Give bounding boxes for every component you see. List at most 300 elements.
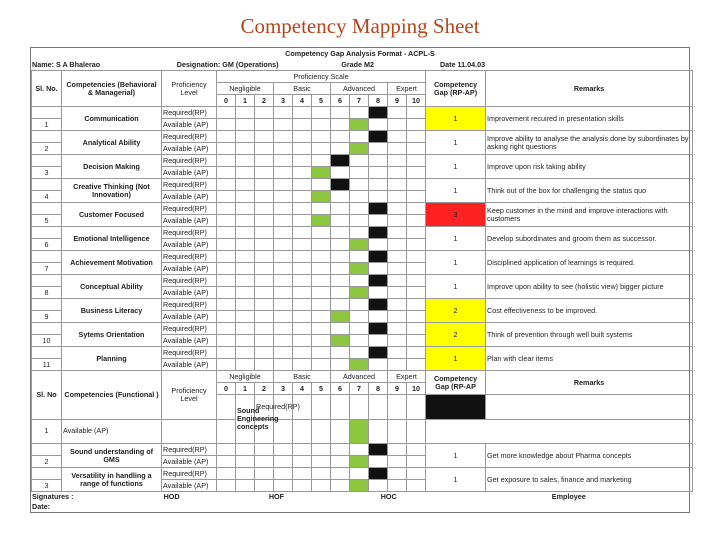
competency-name: Sound understanding of GMS (62, 444, 162, 468)
scale-cell (255, 468, 274, 480)
remarks-text: Cost effectiveness to be improved. (486, 299, 693, 323)
scale-cell (236, 311, 255, 323)
employee-name: Name: S A Bhalerao (32, 59, 101, 69)
scale-cell (236, 335, 255, 347)
sl-number-top (32, 251, 62, 263)
sl-number-top (32, 299, 62, 311)
scale-cell (388, 119, 407, 131)
scale-cell (350, 444, 369, 456)
scale-cell (369, 287, 388, 299)
required-row (32, 227, 693, 239)
scale-cell (407, 119, 426, 131)
scale-cell (255, 359, 274, 371)
scale-cell (350, 239, 369, 251)
page-title: Competency Mapping Sheet (240, 14, 480, 38)
scale-cell (369, 480, 388, 492)
scale-cell (407, 468, 426, 480)
scale-cell (388, 468, 407, 480)
scale-cell (388, 419, 407, 444)
scale-cell (293, 191, 312, 203)
scale-cell (236, 299, 255, 311)
scale-cell (217, 191, 236, 203)
scale-number: 3 (274, 383, 293, 395)
sl-number-top (32, 179, 62, 191)
scale-cell (312, 275, 331, 287)
scale-cell (312, 227, 331, 239)
level-label: Basic (274, 83, 331, 95)
scale-cell (255, 323, 274, 335)
scale-cell (274, 107, 293, 119)
scale-cell (331, 179, 350, 191)
scale-cell (236, 263, 255, 275)
scale-cell (217, 119, 236, 131)
scale-cell (407, 395, 426, 420)
scale-cell (255, 480, 274, 492)
scale-cell (407, 227, 426, 239)
scale-cell (350, 179, 369, 191)
scale-number: 1 (236, 383, 255, 395)
competency-name: Analytical Ability (62, 131, 162, 155)
required-row (32, 251, 693, 263)
gap-value: 1 (426, 131, 486, 155)
scale-cell (312, 215, 331, 227)
scale-cell (407, 456, 426, 468)
competency-name: Customer Focused (62, 203, 162, 227)
scale-cell (388, 335, 407, 347)
scale-cell (255, 287, 274, 299)
scale-cell (407, 263, 426, 275)
scale-number: 10 (407, 95, 426, 107)
signature-employee: Employee (551, 492, 586, 501)
scale-cell (312, 335, 331, 347)
scale-cell (350, 419, 369, 444)
required-row (32, 155, 693, 167)
gap-value: 2 (426, 299, 486, 323)
scale-cell (388, 444, 407, 456)
scale-cell (236, 155, 255, 167)
sl-number: 10 (32, 335, 62, 347)
scale-number: 8 (369, 383, 388, 395)
scale-cell (236, 203, 255, 215)
scale-cell (350, 227, 369, 239)
scale-cell (407, 275, 426, 287)
sl-header: Sl. No. (32, 71, 62, 107)
gap-value: 1 (426, 347, 486, 371)
scale-cell (331, 155, 350, 167)
scale-cell (255, 275, 274, 287)
date-label: Date: (32, 502, 50, 511)
scale-cell (350, 323, 369, 335)
available-label: Available (AP) (162, 143, 217, 155)
required-label: Required(RP) (162, 179, 217, 191)
scale-cell (331, 311, 350, 323)
required-row (32, 444, 693, 456)
scale-cell (388, 107, 407, 119)
sl-number: 9 (32, 311, 62, 323)
gap-header: Competency Gap (RP-AP) (426, 71, 486, 107)
scale-cell (274, 131, 293, 143)
scale-cell (407, 155, 426, 167)
competency-name: Communication (62, 107, 162, 131)
scale-cell (388, 227, 407, 239)
required-row (32, 347, 693, 359)
scale-cell (236, 323, 255, 335)
scale-cell (312, 456, 331, 468)
scale-cell (312, 107, 331, 119)
scale-cell (293, 468, 312, 480)
scale-cell (312, 311, 331, 323)
scale-cell (217, 359, 236, 371)
scale-cell (331, 203, 350, 215)
scale-cell (388, 167, 407, 179)
scale-cell (388, 395, 407, 420)
scale-cell (274, 167, 293, 179)
level-label: Advanced (331, 371, 388, 383)
scale-cell (350, 275, 369, 287)
level-label: Basic (274, 371, 331, 383)
scale-cell (312, 251, 331, 263)
scale-cell (293, 299, 312, 311)
scale-cell (331, 335, 350, 347)
scale-cell (312, 155, 331, 167)
available-label: Available (AP) (162, 263, 217, 275)
employee-grade: Grade M2 (341, 59, 375, 69)
scale-cell (369, 227, 388, 239)
scale-cell (236, 167, 255, 179)
scale-cell (312, 444, 331, 456)
scale-cell (274, 444, 293, 456)
scale-cell (350, 335, 369, 347)
sl-number-top (32, 275, 62, 287)
available-row (32, 419, 693, 444)
scale-cell (388, 131, 407, 143)
scale-cell (407, 335, 426, 347)
scale-cell (388, 263, 407, 275)
scale-cell (369, 468, 388, 480)
competency-name: Planning (62, 347, 162, 371)
scale-cell (350, 215, 369, 227)
employee-info (31, 59, 689, 70)
scale-cell (350, 131, 369, 143)
sheet-date: Date 11.04.03 (439, 59, 486, 69)
scale-cell (312, 179, 331, 191)
scale-number: 9 (388, 383, 407, 395)
scale-cell (255, 155, 274, 167)
scale-cell (217, 239, 236, 251)
scale-cell (255, 203, 274, 215)
scale-cell (236, 468, 255, 480)
scale-cell (426, 395, 486, 420)
required-label: Required(RP) (162, 107, 217, 119)
scale-cell (293, 119, 312, 131)
scale-cell (236, 227, 255, 239)
scale-cell (293, 155, 312, 167)
scale-cell (274, 468, 293, 480)
scale-cell (236, 347, 255, 359)
scale-cell (331, 347, 350, 359)
scale-cell (388, 480, 407, 492)
scale-cell (217, 167, 236, 179)
available-label: Available (AP) (162, 335, 217, 347)
scale-cell (388, 311, 407, 323)
scale-cell (312, 239, 331, 251)
required-label: Required(RP) (162, 251, 217, 263)
scale-cell (369, 456, 388, 468)
scale-cell (350, 107, 369, 119)
scale-cell (350, 143, 369, 155)
scale-cell (388, 155, 407, 167)
scale-cell (312, 167, 331, 179)
sl-number: 3 (32, 480, 62, 492)
scale-cell (293, 251, 312, 263)
scale-cell (312, 203, 331, 215)
scale-cell (388, 359, 407, 371)
scale-cell (388, 287, 407, 299)
scale-cell (217, 347, 236, 359)
scale-cell (293, 179, 312, 191)
scale-cell (255, 263, 274, 275)
scale-cell (369, 143, 388, 155)
scale-cell (388, 215, 407, 227)
required-row (32, 179, 693, 191)
signatures-label: Signatures : (32, 492, 74, 501)
scale-cell (369, 444, 388, 456)
scale-cell (331, 119, 350, 131)
gap-value: 1 (426, 227, 486, 251)
scale-cell (293, 419, 312, 444)
scale-cell (407, 419, 426, 444)
scale-cell (331, 143, 350, 155)
scale-cell (369, 203, 388, 215)
required-label: Required(RP) (162, 323, 217, 335)
scale-cell (312, 395, 331, 420)
level-label: Negligible (217, 83, 274, 95)
required-label: Required(RP) (162, 347, 217, 359)
required-label: Required(RP) (162, 227, 217, 239)
scale-cell (217, 179, 236, 191)
scale-number: 4 (293, 95, 312, 107)
scale-number: 2 (255, 383, 274, 395)
scale-cell (217, 323, 236, 335)
scale-cell (369, 167, 388, 179)
competencies-header: Competencies (Functional ) (62, 371, 162, 420)
competency-name: Versatility in handling a range of functions (62, 468, 162, 492)
sl-number-top (32, 468, 62, 480)
scale-number: 6 (331, 95, 350, 107)
scale-cell (293, 227, 312, 239)
scale-cell (274, 215, 293, 227)
scale-cell (236, 456, 255, 468)
scale-number: 4 (293, 383, 312, 395)
scale-cell (217, 131, 236, 143)
scale-cell (407, 239, 426, 251)
scale-cell (407, 347, 426, 359)
available-label: Available (AP) (62, 419, 162, 444)
scale-cell (369, 311, 388, 323)
scale-cell (274, 323, 293, 335)
scale-cell (350, 395, 369, 420)
competency-name: Business Literacy (62, 299, 162, 323)
scale-cell (236, 251, 255, 263)
signature-hoc: HOC (380, 492, 397, 501)
competency-name: Achievement Motivation (62, 251, 162, 275)
scale-cell (407, 359, 426, 371)
scale-cell (236, 480, 255, 492)
scale-cell (407, 215, 426, 227)
available-label: Available (AP) (162, 311, 217, 323)
scale-number: 0 (217, 95, 236, 107)
proficiency-level-header: Proficiency Level (162, 371, 217, 420)
scale-cell (162, 419, 217, 444)
scale-cell (350, 251, 369, 263)
sl-number: 6 (32, 239, 62, 251)
sl-number-top (32, 155, 62, 167)
scale-cell (369, 299, 388, 311)
scale-cell (369, 335, 388, 347)
scale-cell (274, 251, 293, 263)
scale-number: 5 (312, 95, 331, 107)
proficiency-level-header: Proficiency Level (162, 71, 217, 107)
scale-cell (255, 335, 274, 347)
scale-cell (369, 395, 388, 420)
scale-cell (274, 347, 293, 359)
scale-number: 7 (350, 383, 369, 395)
scale-cell (331, 275, 350, 287)
scale-cell (274, 480, 293, 492)
scale-cell (331, 239, 350, 251)
sl-number: 1 (32, 119, 62, 131)
gap-value: 1 (426, 444, 486, 468)
scale-cell (274, 287, 293, 299)
sl-number-top (32, 347, 62, 359)
remarks-text: Think out of the box for challenging the status quo (486, 179, 693, 203)
scale-cell (312, 323, 331, 335)
competency-table (31, 70, 693, 492)
scale-cell (217, 480, 236, 492)
scale-cell (255, 251, 274, 263)
available-label: Available (AP) (162, 167, 217, 179)
scale-cell (407, 287, 426, 299)
scale-cell (255, 456, 274, 468)
scale-cell (217, 155, 236, 167)
gap-value: 1 (426, 155, 486, 179)
scale-cell (274, 179, 293, 191)
scale-cell (331, 263, 350, 275)
available-label: Available (AP) (162, 119, 217, 131)
required-label: Required(RP) (255, 395, 274, 420)
level-label: Expert (388, 371, 426, 383)
scale-cell (255, 119, 274, 131)
scale-cell (217, 444, 236, 456)
required-row (32, 131, 693, 143)
scale-cell (236, 215, 255, 227)
sl-number: 2 (32, 143, 62, 155)
level-label: Expert (388, 83, 426, 95)
scale-cell (217, 299, 236, 311)
scale-cell (274, 155, 293, 167)
scale-cell (255, 444, 274, 456)
scale-cell (274, 335, 293, 347)
scale-cell (350, 347, 369, 359)
required-row (32, 275, 693, 287)
sl-number: 7 (32, 263, 62, 275)
sl-number: 2 (32, 456, 62, 468)
scale-cell (236, 191, 255, 203)
scale-cell (255, 227, 274, 239)
scale-cell (369, 419, 388, 444)
scale-cell (293, 167, 312, 179)
scale-cell (255, 107, 274, 119)
scale-cell (236, 444, 255, 456)
scale-cell (369, 323, 388, 335)
sl-number-top (32, 444, 62, 456)
remarks-text: Keep customer in the mind and improve interactions with customers (486, 203, 693, 227)
required-label: Required(RP) (162, 155, 217, 167)
scale-cell (331, 444, 350, 456)
gap-value: 1 (426, 275, 486, 299)
scale-number: 3 (274, 95, 293, 107)
scale-number: 5 (312, 383, 331, 395)
scale-cell (407, 299, 426, 311)
scale-cell (217, 107, 236, 119)
scale-cell (293, 275, 312, 287)
competency-sheet (30, 47, 690, 513)
scale-cell (331, 287, 350, 299)
scale-cell (369, 155, 388, 167)
sl-number: 1 (32, 419, 62, 444)
sl-number-top (32, 131, 62, 143)
scale-number: 1 (236, 95, 255, 107)
scale-cell (407, 143, 426, 155)
scale-cell (369, 251, 388, 263)
scale-cell (293, 480, 312, 492)
required-row (32, 203, 693, 215)
required-label: Required(RP) (162, 203, 217, 215)
scale-cell (255, 311, 274, 323)
required-row (32, 299, 693, 311)
scale-cell (407, 107, 426, 119)
scale-cell (293, 359, 312, 371)
scale-cell (350, 263, 369, 275)
scale-cell (407, 131, 426, 143)
scale-cell (388, 179, 407, 191)
scale-cell (350, 155, 369, 167)
scale-cell (407, 251, 426, 263)
sl-number: 8 (32, 287, 62, 299)
scale-cell (274, 143, 293, 155)
sl-header: Sl. No (32, 371, 62, 420)
remarks-text: Think of prevention through well built systems (486, 323, 693, 347)
scale-cell (331, 227, 350, 239)
scale-cell (255, 143, 274, 155)
available-label: Available (AP) (162, 239, 217, 251)
scale-cell (312, 299, 331, 311)
required-label: Required(RP) (162, 444, 217, 456)
scale-cell (407, 480, 426, 492)
scale-cell (255, 347, 274, 359)
scale-cell (350, 191, 369, 203)
scale-cell (369, 215, 388, 227)
scale-cell (350, 359, 369, 371)
scale-cell (274, 299, 293, 311)
scale-cell (236, 287, 255, 299)
scale-cell (217, 287, 236, 299)
required-row (32, 107, 693, 119)
scale-cell (388, 347, 407, 359)
scale-cell (331, 468, 350, 480)
scale-cell (293, 335, 312, 347)
available-label: Available (AP) (162, 215, 217, 227)
